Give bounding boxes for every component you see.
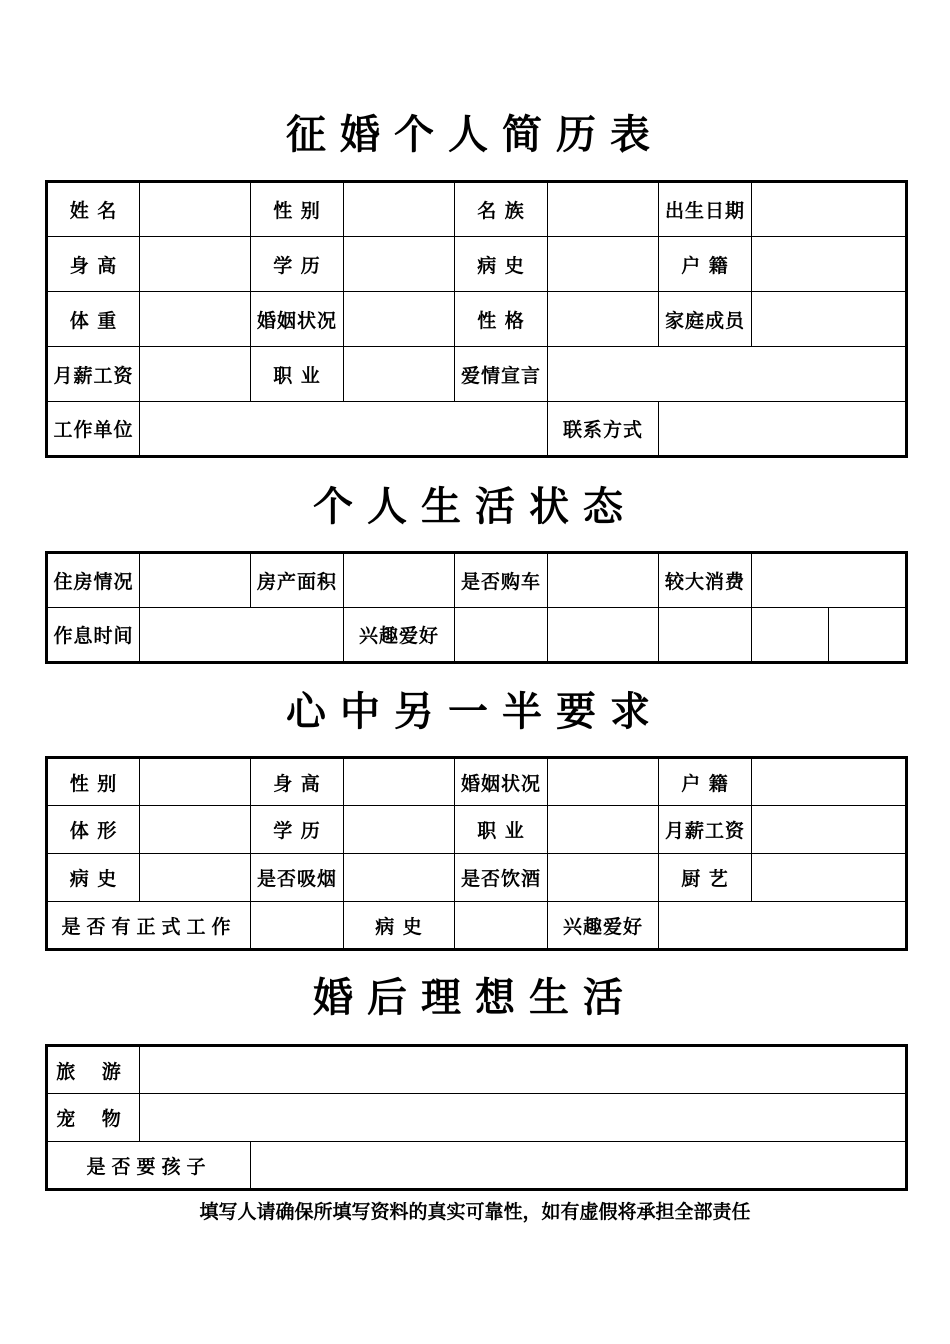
label-occupation: 职 业 — [251, 347, 344, 402]
label-car-owned: 是否购车 — [455, 553, 548, 608]
label-partner-drinking: 是否饮酒 — [455, 854, 548, 902]
contact-field[interactable] — [659, 402, 907, 457]
section-title-lifestyle: 个人生活状态 — [313, 483, 637, 530]
name-field[interactable] — [140, 182, 251, 237]
birth-date-field[interactable] — [752, 182, 907, 237]
section-title-married-life: 婚后理想生活 — [313, 974, 637, 1021]
label-love-declaration: 爱情宣言 — [455, 347, 548, 402]
label-partner-medical-history-2: 病 史 — [344, 902, 455, 950]
married-life-table — [45, 1044, 908, 1191]
label-pets: 宠 物 — [47, 1094, 140, 1142]
education-field[interactable] — [344, 237, 455, 292]
weight-field[interactable] — [140, 292, 251, 347]
label-partner-household: 户 籍 — [659, 758, 752, 806]
label-partner-build: 体 形 — [47, 806, 140, 854]
label-gender: 性 别 — [251, 182, 344, 237]
label-partner-gender: 性 别 — [47, 758, 140, 806]
section-title-partner-requirements: 心中另一半要求 — [286, 688, 664, 735]
label-partner-height: 身 高 — [251, 758, 344, 806]
partner-hobbies-field[interactable] — [659, 902, 907, 950]
label-hobbies: 兴趣爱好 — [344, 608, 455, 663]
label-partner-smoking: 是否吸烟 — [251, 854, 344, 902]
want-children-field[interactable] — [251, 1142, 907, 1190]
label-partner-formal-job: 是否有正式工作 — [47, 902, 251, 950]
label-name: 姓 名 — [47, 182, 140, 237]
label-education: 学 历 — [251, 237, 344, 292]
partner-formal-job-field[interactable] — [251, 902, 344, 950]
monthly-salary-field[interactable] — [140, 347, 251, 402]
label-housing: 住房情况 — [47, 553, 140, 608]
partner-medical-history-2-field[interactable] — [455, 902, 548, 950]
property-area-field[interactable] — [344, 553, 455, 608]
label-personality: 性 格 — [455, 292, 548, 347]
label-household: 户 籍 — [659, 237, 752, 292]
label-partner-medical-history: 病 史 — [47, 854, 140, 902]
label-medical-history: 病 史 — [455, 237, 548, 292]
partner-drinking-field[interactable] — [548, 854, 659, 902]
label-partner-marital-status: 婚姻状况 — [455, 758, 548, 806]
label-contact: 联系方式 — [548, 402, 659, 457]
hobbies-field-1[interactable] — [455, 608, 548, 663]
partner-smoking-field[interactable] — [344, 854, 455, 902]
ethnicity-field[interactable] — [548, 182, 659, 237]
love-declaration-field[interactable] — [548, 347, 907, 402]
label-partner-education: 学 历 — [251, 806, 344, 854]
label-major-spending: 较大消费 — [659, 553, 752, 608]
personality-field[interactable] — [548, 292, 659, 347]
hobbies-field-4[interactable] — [752, 608, 829, 663]
travel-field[interactable] — [140, 1046, 907, 1094]
partner-household-field[interactable] — [752, 758, 907, 806]
label-partner-hobbies: 兴趣爱好 — [548, 902, 659, 950]
partner-education-field[interactable] — [344, 806, 455, 854]
hobbies-field-2[interactable] — [548, 608, 659, 663]
occupation-field[interactable] — [344, 347, 455, 402]
label-ethnicity: 名 族 — [455, 182, 548, 237]
footer-disclaimer: 填写人请确保所填写资料的真实可靠性，如有虚假将承担全部责任 — [199, 1201, 751, 1223]
partner-medical-history-field[interactable] — [140, 854, 251, 902]
label-travel: 旅 游 — [47, 1046, 140, 1094]
partner-gender-field[interactable] — [140, 758, 251, 806]
household-field[interactable] — [752, 237, 907, 292]
car-owned-field[interactable] — [548, 553, 659, 608]
marital-status-field[interactable] — [344, 292, 455, 347]
label-birth-date: 出生日期 — [659, 182, 752, 237]
housing-field[interactable] — [140, 553, 251, 608]
label-schedule: 作息时间 — [47, 608, 140, 663]
label-employer: 工作单位 — [47, 402, 140, 457]
label-marital-status: 婚姻状况 — [251, 292, 344, 347]
label-weight: 体 重 — [47, 292, 140, 347]
partner-build-field[interactable] — [140, 806, 251, 854]
label-partner-salary: 月薪工资 — [659, 806, 752, 854]
partner-height-field[interactable] — [344, 758, 455, 806]
label-want-children: 是否要孩子 — [47, 1142, 251, 1190]
form-title: 征婚个人简历表 — [286, 111, 664, 158]
gender-field[interactable] — [344, 182, 455, 237]
label-height: 身 高 — [47, 237, 140, 292]
lifestyle-table — [45, 551, 908, 664]
hobbies-field-3[interactable] — [659, 608, 752, 663]
label-partner-occupation: 职 业 — [455, 806, 548, 854]
schedule-field[interactable] — [140, 608, 344, 663]
label-property-area: 房产面积 — [251, 553, 344, 608]
medical-history-field[interactable] — [548, 237, 659, 292]
partner-cooking-field[interactable] — [752, 854, 907, 902]
height-field[interactable] — [140, 237, 251, 292]
label-partner-cooking: 厨 艺 — [659, 854, 752, 902]
personal-info-table — [45, 180, 908, 458]
partner-occupation-field[interactable] — [548, 806, 659, 854]
partner-marital-status-field[interactable] — [548, 758, 659, 806]
pets-field[interactable] — [140, 1094, 907, 1142]
partner-salary-field[interactable] — [752, 806, 907, 854]
label-family-members: 家庭成员 — [659, 292, 752, 347]
label-monthly-salary: 月薪工资 — [47, 347, 140, 402]
partner-requirements-table — [45, 756, 908, 951]
family-members-field[interactable] — [752, 292, 907, 347]
major-spending-field[interactable] — [752, 553, 907, 608]
employer-field[interactable] — [140, 402, 548, 457]
hobbies-field-5[interactable] — [829, 608, 907, 663]
